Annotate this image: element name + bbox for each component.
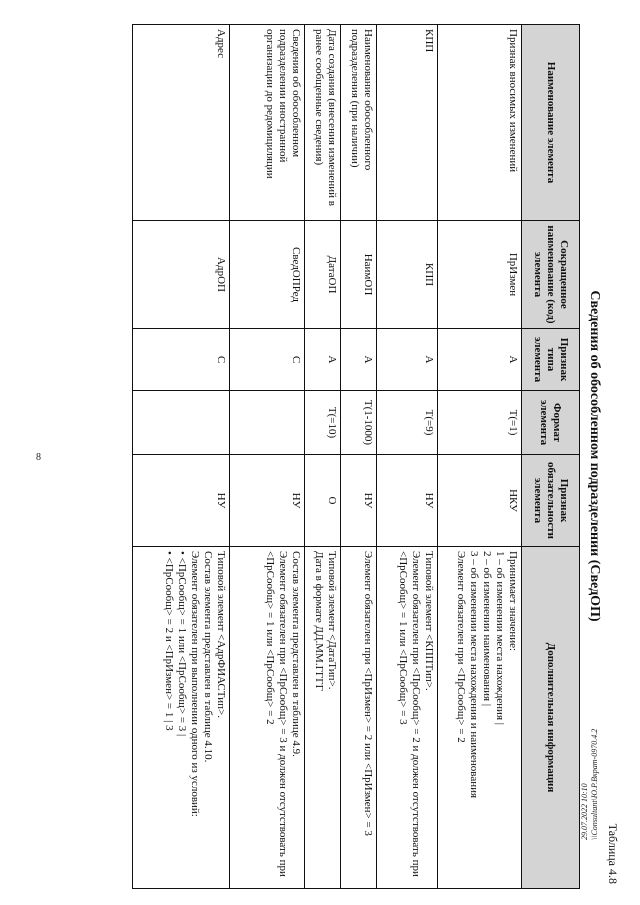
cell-info	[133, 547, 230, 889]
cell-required: НУ	[376, 455, 437, 547]
cell-code: АдрОП	[133, 221, 230, 329]
cell-info	[341, 547, 377, 889]
info-line: Типовой элемент <АдрФИАСТип>.	[214, 551, 227, 718]
cell-type: А	[305, 329, 341, 391]
cell-type: С	[229, 329, 305, 391]
footer-timestamp: 29.07.2022 10:10	[580, 783, 589, 840]
table-row	[133, 25, 230, 889]
info-line: Элемент обязателен при <ПрИзмен> = 2 или <ПрИзмен> = 3	[361, 551, 374, 836]
cell-required: НКУ	[437, 455, 521, 547]
cell-name: Признак вносимых изменений	[437, 25, 521, 221]
table-row	[305, 25, 341, 889]
cell-type: А	[341, 329, 377, 391]
table-label: Таблица 4.8	[606, 823, 620, 884]
cell-code: КПП	[376, 221, 437, 329]
cell-name: Наименование обособленного подразделения (при наличии)	[341, 25, 377, 221]
cell-code: ПрИзмен	[437, 221, 521, 329]
header-element-name: Наименование элемента	[522, 25, 580, 221]
cell-format: T(=10)	[305, 391, 341, 455]
header-element-format: Формат элемента	[522, 391, 580, 455]
header-element-type: Признак типа элемента	[522, 329, 580, 391]
info-line: Дата в формате ДД.ММ.ГГГГ	[313, 551, 326, 692]
footer-stamp	[580, 729, 600, 840]
info-line: 3 – об изменении места нахождения и наименования	[468, 551, 480, 799]
info-line: Типовой элемент <ДатаТип>.	[326, 551, 339, 690]
cell-info	[376, 547, 437, 889]
cell-info	[229, 547, 305, 889]
table-row	[229, 25, 305, 889]
cell-name: КПП	[376, 25, 437, 221]
cell-format: T(=1)	[437, 391, 521, 455]
cell-info	[437, 547, 521, 889]
info-line: Элемент обязателен при <ПрСообщ> = 2	[455, 551, 467, 743]
info-line: Элемент обязателен при <ПрСообщ> = 3 и должен отсутствовать при <ПрСообщ> = 1 или <ПрСообщ> = 2	[264, 551, 290, 877]
info-line: 1 – об изменении места нахождения |	[494, 551, 506, 725]
info-line: Состав элемента представлен в таблице 4.10.	[201, 551, 214, 763]
table-row	[376, 25, 437, 889]
header-element-code: Сокращенное наименование (код) элемента	[522, 221, 580, 329]
header-element-required: Признак обязательности элемента	[522, 455, 580, 547]
cell-name: Сведения об обособленном подразделении иностранной организации до редомициляции	[229, 25, 305, 221]
cell-code: НаимОП	[341, 221, 377, 329]
cell-format: T(1-1000)	[341, 391, 377, 455]
cell-required: НУ	[229, 455, 305, 547]
cell-code: СведОПРед	[229, 221, 305, 329]
cell-required: О	[305, 455, 341, 547]
cell-required: НУ	[133, 455, 230, 547]
cell-type: С	[133, 329, 230, 391]
cell-info	[305, 547, 341, 889]
footer-path: \\Consultant\Ю.Р.Вкрат-0970.4.2	[590, 728, 599, 840]
info-line: Элемент обязателен при выполнении одного из условий:	[188, 551, 201, 817]
table-row	[437, 25, 521, 889]
info-line: Состав элемента представлен в таблице 4.9.	[290, 551, 303, 757]
cell-type: А	[437, 329, 521, 391]
info-bullet: • <ПрСообщ> = 2 и <ПрИзмен> = 1 | 3	[162, 551, 175, 884]
elements-table	[132, 24, 580, 889]
cell-format: T(=9)	[376, 391, 437, 455]
header-additional-info: Дополнительная информация	[522, 547, 580, 889]
cell-code: ДатаОП	[305, 221, 341, 329]
cell-format	[229, 391, 305, 455]
cell-format	[133, 391, 230, 455]
cell-required: НУ	[341, 455, 377, 547]
info-line: Типовой элемент <КППТип>.	[422, 551, 435, 691]
cell-name: Дата создания (внесения изменений в ранее сообщенные сведения)	[305, 25, 341, 221]
info-bullet: • <ПрСообщ> = 1 или <ПрСообщ> = 3 |	[175, 551, 188, 884]
rotated-page-content	[100, 24, 620, 888]
info-line: 2 – об изменении наименования |	[481, 551, 493, 707]
cell-name: Адрес	[133, 25, 230, 221]
info-line: Принимает значение:	[507, 551, 519, 652]
table-row	[341, 25, 377, 889]
cell-type: А	[376, 329, 437, 391]
table-header-row	[522, 25, 580, 889]
document-title: Сведения об обособленном подразделении (СведОП)	[587, 290, 602, 622]
info-line: Элемент обязателен при <ПрСообщ> = 2 и должен отсутствовать при <ПрСообщ> = 1 или <ПрСообщ> = 3	[396, 551, 422, 877]
page-number: 8	[36, 452, 41, 463]
